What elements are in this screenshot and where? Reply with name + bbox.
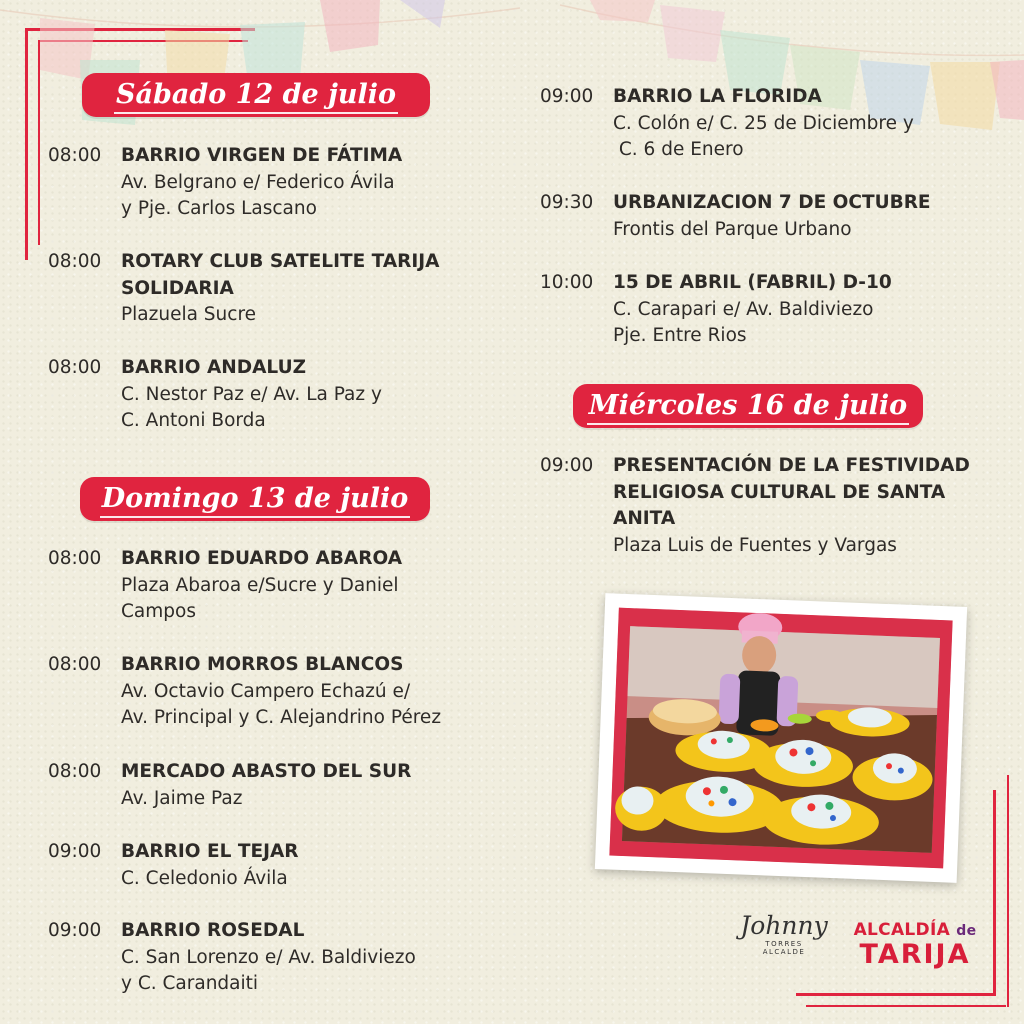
logo-tarija-text: TARIJA [859,939,971,970]
frame-line-bottom-right-h2 [806,1005,1006,1007]
event-photo [595,593,967,883]
event-address: Pje. Entre Rios [613,325,747,346]
event-address: y C. Carandaiti [121,973,259,994]
day-header-saturday [82,73,430,117]
event-address: Plaza Luis de Fuentes y Vargas [613,534,897,556]
event-title: BARRIO ANDALUZ [121,357,306,378]
frame-line-bottom-right-v [993,790,996,996]
event-title: BARRIO ROSEDAL [121,920,305,941]
event-address: Av. Principal y C. Alejandrino Pérez [121,707,442,728]
event-address: C. Carapari e/ Av. Baldiviezo [613,298,874,320]
mayor-signature [736,912,832,956]
event-time: 09:00 [48,920,102,941]
event-address: y Pje. Carlos Lascano [121,198,317,219]
event-title: BARRIO VIRGEN DE FÁTIMA [121,145,403,166]
event-address: C. Nestor Paz e/ Av. La Paz y [121,383,382,405]
event-title: ROTARY CLUB SATELITE TARIJA [121,251,440,272]
event-address: Campos [121,601,196,622]
event-title: BARRIO EDUARDO ABAROA [121,548,403,569]
day-header-saturday-label: Sábado 12 de julio [114,78,398,114]
logo-alcaldia-text: ALCALDÍA [853,920,951,940]
event-address: C. Colón e/ C. 25 de Diciembre y [613,112,914,134]
day-header-wednesday-label: Miércoles 16 de julio [587,389,909,425]
signature-title: ALCALDE [762,948,806,956]
photo-illustration [609,608,952,869]
event-photo-image [609,608,952,869]
event-address: C. San Lorenzo e/ Av. Baldiviezo [121,946,416,968]
event-address: Plazuela Sucre [121,304,257,325]
event-time: 09:30 [540,192,594,213]
event-time: 08:00 [48,145,102,166]
event-address: Av. Belgrano e/ Federico Ávila [121,171,395,193]
signature-name: Johnny [740,911,828,940]
day-header-wednesday [573,384,923,428]
frame-line-bottom-right-v2 [1007,775,1009,1007]
event-title: BARRIO EL TEJAR [121,841,299,862]
event-time: 08:00 [48,654,102,675]
event-time: 08:00 [48,251,102,272]
event-title: SOLIDARIA [121,277,234,299]
event-time: 08:00 [48,357,102,378]
day-header-sunday [80,477,430,521]
alcaldia-tarija-logo [850,920,980,969]
event-address: C. 6 de Enero [613,139,744,160]
event-time: 08:00 [48,761,102,782]
event-title: BARRIO LA FLORIDA [613,86,822,107]
signature-surname: TORRES [765,940,803,948]
event-title: URBANIZACION 7 DE OCTUBRE [613,192,931,213]
event-title: RELIGIOSA CULTURAL DE SANTA [613,481,946,503]
event-address: C. Antoni Borda [121,410,266,431]
event-address: Plaza Abaroa e/Sucre y Daniel [121,574,399,596]
day-header-sunday-label: Domingo 13 de julio [100,482,411,518]
event-title: BARRIO MORROS BLANCOS [121,654,404,675]
event-title: PRESENTACIÓN DE LA FESTIVIDAD [613,455,970,476]
event-time: 09:00 [48,841,102,862]
event-address: Frontis del Parque Urbano [613,218,852,240]
logo-de-text: de [956,923,977,939]
frame-line-bottom-right-h [796,993,996,996]
event-address: Av. Octavio Campero Echazú e/ [121,680,411,702]
event-time: 10:00 [540,272,594,293]
event-address: Av. Jaime Paz [121,787,243,809]
event-title: 15 DE ABRIL (FABRIL) D-10 [613,272,892,293]
event-address: C. Celedonio Ávila [121,867,288,889]
event-time: 08:00 [48,548,102,569]
event-title: MERCADO ABASTO DEL SUR [121,761,412,782]
event-time: 09:00 [540,455,594,476]
event-time: 09:00 [540,86,594,107]
event-title: ANITA [613,508,676,529]
